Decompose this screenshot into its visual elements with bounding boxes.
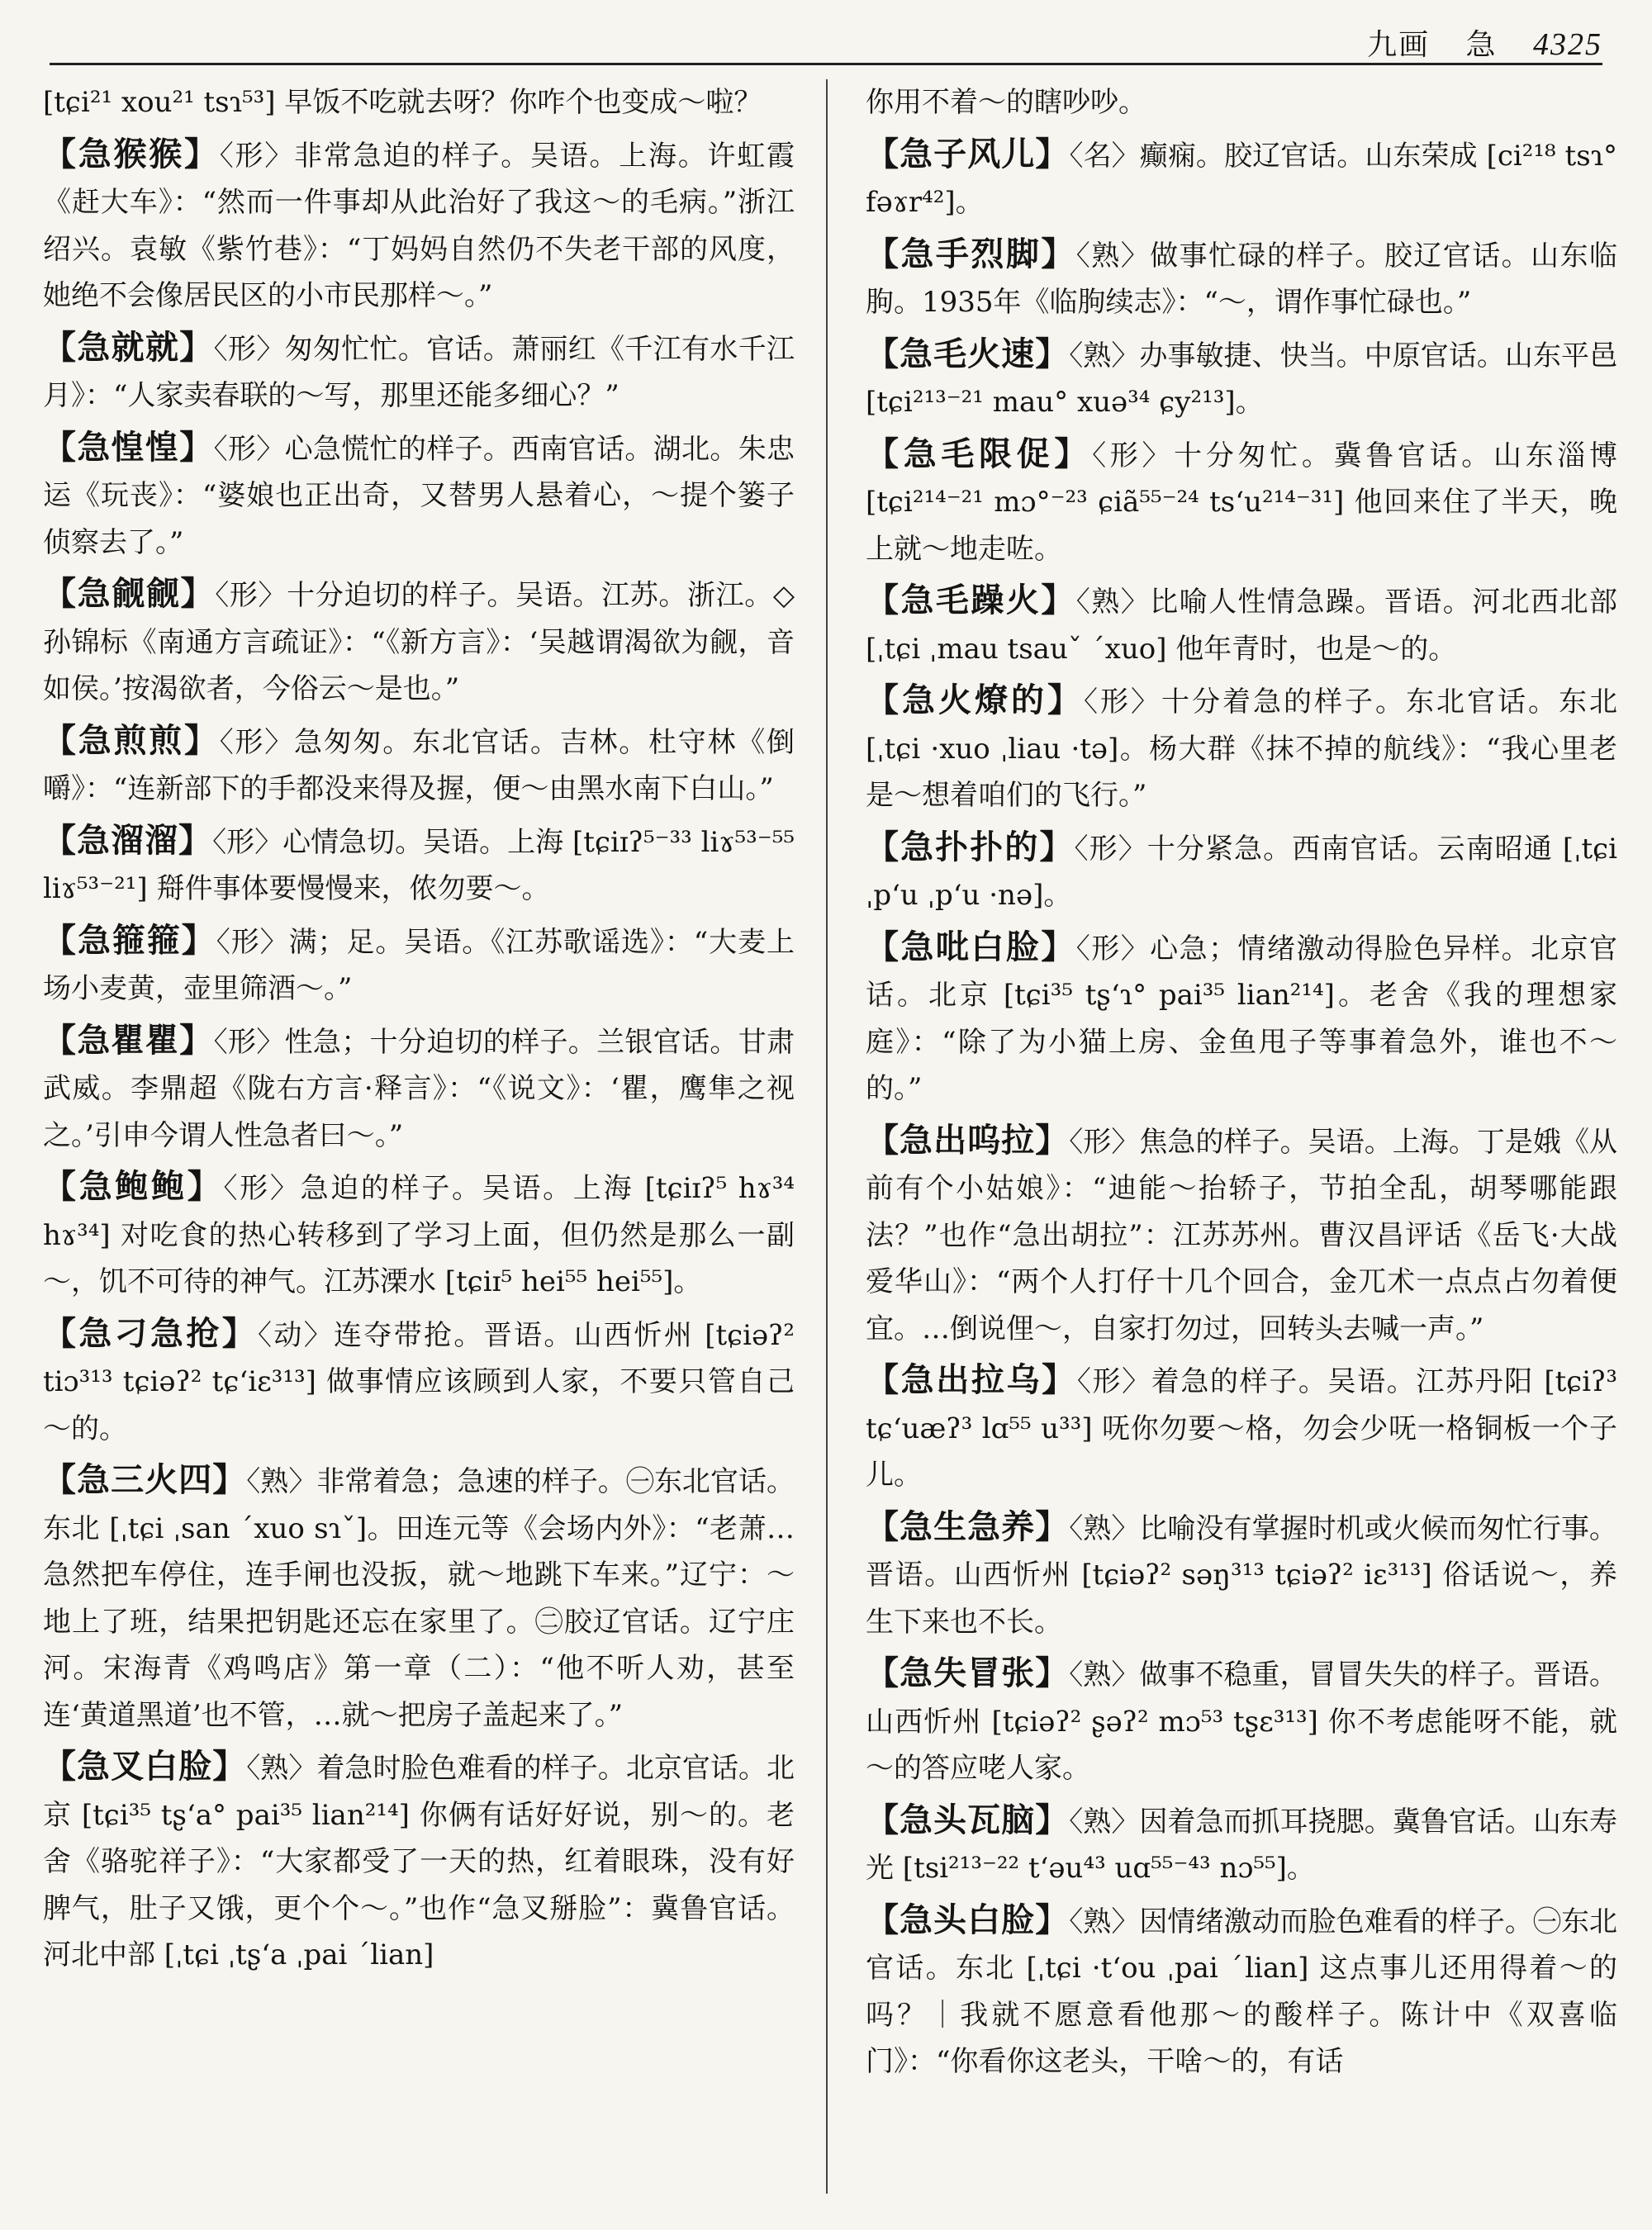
entry-definition: 非常着急；急速的样子。㊀东北官话。东北 [ˌtɕi ˌsan ˊxuo sɿˇ]。田连元等《会场内外》：“老萧…急然把车停住，连手闸也没扳，就～地跳下车来。”辽宁：～地上了班，结果把钥匙还忘在家里了。㊁胶辽官话。辽宁庄河。宋海青《鸡鸣店》第一章（二）：“他不听人劝，甚至连‘黄道黑道’也不管，…就～把房子盖起来了。” bbox=[43, 1465, 795, 1732]
entry-headword: 【急失冒张】 bbox=[866, 1654, 1070, 1692]
dictionary-entry bbox=[866, 1117, 1617, 1353]
entry-definition: 急匆匆。东北官话。吉林。杜守林《倒嚼》：“连新部下的手都没来得及握，便～由黑水南下白山。” bbox=[43, 725, 795, 805]
entry-headword: 【急鲍鲍】 bbox=[43, 1167, 224, 1206]
column-divider bbox=[826, 79, 828, 2194]
entry-definition: 十分着急的样子。东北官话。东北 [ˌtɕi ·xuo ˌliau ·tə]。杨大群《抹不掉的航线》：“我心里老是～想着咱们的飞行。” bbox=[866, 686, 1617, 812]
dictionary-entry bbox=[43, 1164, 795, 1306]
entry-headword: 【急觎觎】 bbox=[43, 574, 216, 613]
headword-text: 急毛限促 bbox=[903, 434, 1055, 473]
dictionary-entry bbox=[866, 231, 1617, 326]
continuation-text: [tɕi²¹ xou²¹ tsɿ⁵³] 早饭不吃就去呀？你咋个也变成～啦？ bbox=[43, 86, 762, 119]
dictionary-entry bbox=[866, 331, 1617, 426]
part-of-speech: 〈熟〉 bbox=[1075, 239, 1151, 273]
part-of-speech: 〈熟〉 bbox=[1069, 1658, 1140, 1691]
entry-headword: 【急出呜拉】 bbox=[866, 1120, 1070, 1160]
part-of-speech: 〈形〉 bbox=[1075, 932, 1151, 966]
headword-text: 急鲍鲍 bbox=[78, 1167, 188, 1206]
part-of-speech: 〈形〉 bbox=[215, 579, 287, 612]
part-of-speech: 〈形〉 bbox=[1092, 439, 1175, 472]
entry-definition: 非常急迫的样子。吴语。上海。许虹霞《赶大车》：“然而一件事却从此治好了我这～的毛病。”浙江绍兴。袁敏《紫竹巷》：“丁妈妈自然仍不失老干部的风度，她绝不会像居民区的小市民那样～。” bbox=[43, 139, 795, 312]
entry-definition: 因情绪激动而脸色难看的样子。㊀东北官话。东北 [ˌtɕi ·tʻou ˌpai ˊlian] 这点事儿还用得着～的吗？｜我就不愿意看他那～的酸样子。陈计中《双喜临门》：“你看你这老头，干啥～的，有话 bbox=[866, 1905, 1618, 2078]
entry-definition: 着急的样子。吴语。江苏丹阳 [tɕiʔ³ tɕʻuæʔ³ lɑ⁵⁵ u³³] 呒你勿要～格，勿会少呒一格铜板一个子儿。 bbox=[866, 1365, 1618, 1492]
part-of-speech: 〈形〉 bbox=[219, 139, 294, 173]
headword-text: 急头瓦脑 bbox=[900, 1800, 1036, 1839]
entry-headword: 【急头白脸】 bbox=[866, 1900, 1070, 1939]
entry-headword: 【急煎煎】 bbox=[43, 720, 220, 760]
part-of-speech: 〈名〉 bbox=[1069, 139, 1140, 173]
entry-headword: 【急三火四】 bbox=[43, 1460, 247, 1499]
part-of-speech: 〈形〉 bbox=[216, 925, 289, 959]
dictionary-entry bbox=[866, 431, 1617, 573]
entry-definition: 心情急切。吴语。上海 [tɕiɪʔ⁵⁻³³ liɤ⁵³⁻⁵⁵ liɤ⁵³⁻²¹] 搿件事体要慢慢来，侬勿要～。 bbox=[43, 825, 795, 905]
dictionary-entry bbox=[866, 677, 1617, 819]
entry-definition: 急迫的样子。吴语。上海 [tɕiɪʔ⁵ hɤ³⁴ hɤ³⁴] 对吃食的热心转移到了学习上面，但仍然是那么一副～，饥不可待的神气。江苏溧水 [tɕiɪ⁵ hei⁵⁵ hei⁵⁵]。 bbox=[43, 1172, 795, 1298]
entry-headword: 【急毛限促】 bbox=[866, 434, 1093, 473]
entry-headword: 【急毛躁火】 bbox=[866, 581, 1076, 619]
part-of-speech: 〈熟〉 bbox=[1069, 1511, 1140, 1545]
headword-text: 急觎觎 bbox=[77, 574, 181, 613]
dictionary-entry bbox=[866, 1357, 1617, 1499]
continuation-text: 你用不着～的瞎吵吵。 bbox=[866, 86, 1146, 119]
part-of-speech: 〈熟〉 bbox=[246, 1752, 317, 1785]
part-of-speech: 〈熟〉 bbox=[246, 1465, 317, 1498]
dictionary-entry bbox=[43, 425, 795, 567]
entry-definition: 办事敏捷、快当。中原官话。山东平邑 [tɕi²¹³⁻²¹ mau° xuə³⁴ ɕy²¹³]。 bbox=[866, 339, 1618, 419]
entry-headword: 【急头瓦脑】 bbox=[866, 1800, 1070, 1839]
part-of-speech: 〈形〉 bbox=[1074, 832, 1147, 866]
entry-definition: 匆匆忙忙。官话。萧丽红《千江有水千江月》：“人家卖春联的～写，那里还能多细心？” bbox=[43, 332, 795, 412]
part-of-speech: 〈形〉 bbox=[1069, 1125, 1140, 1159]
dictionary-entry bbox=[866, 1797, 1617, 1892]
dictionary-entry bbox=[866, 1504, 1617, 1646]
entry-headword: 【急吡白脸】 bbox=[866, 927, 1076, 966]
entry-definition: 心急慌忙的样子。西南官话。湖北。朱忠运《玩丧》：“婆娘也正出奇，又替男人悬着心，～提个篓子侦察去了。” bbox=[43, 432, 795, 559]
headword-text: 急煎煎 bbox=[78, 720, 184, 760]
entry-headword: 【急生急养】 bbox=[866, 1506, 1070, 1546]
dictionary-entry bbox=[43, 1311, 795, 1453]
dictionary-entry bbox=[43, 1744, 795, 1979]
part-of-speech: 〈熟〉 bbox=[1075, 586, 1151, 619]
entry-headword: 【急刁急抢】 bbox=[43, 1313, 259, 1353]
part-of-speech: 〈形〉 bbox=[213, 432, 285, 466]
entry-definition: 连夺带抢。晋语。山西忻州 [tɕiəʔ² tiɔ³¹³ tɕiəʔ² tɕʻiɛ³¹³] 做事情应该顾到人家，不要只管自己～的。 bbox=[43, 1318, 795, 1445]
part-of-speech: 〈熟〉 bbox=[1069, 339, 1140, 372]
part-of-speech: 〈形〉 bbox=[212, 825, 283, 859]
entry-definition: 十分匆忙。冀鲁官话。山东淄博 [tɕi²¹⁴⁻²¹ mɔ°⁻²³ ɕiã⁵⁵⁻²⁴ tsʻu²¹⁴⁻³¹] 他回来住了半天，晚上就～地走咗。 bbox=[866, 439, 1618, 566]
part-of-speech: 〈形〉 bbox=[1076, 1365, 1151, 1398]
entry-headword: 【急火燎的】 bbox=[866, 681, 1084, 719]
headword-text: 急就就 bbox=[77, 327, 180, 367]
part-of-speech: 〈形〉 bbox=[213, 332, 285, 366]
dictionary-entry bbox=[866, 131, 1617, 226]
part-of-speech: 〈熟〉 bbox=[1069, 1905, 1140, 1938]
section-label: 九画 bbox=[1367, 28, 1431, 62]
headword-text: 急毛火速 bbox=[900, 334, 1036, 373]
dictionary-entry bbox=[866, 1650, 1617, 1792]
headword-text: 急生急养 bbox=[900, 1506, 1036, 1546]
headword-text: 急毛躁火 bbox=[900, 581, 1042, 619]
entry-headword: 【急扑扑的】 bbox=[866, 827, 1075, 866]
headword-text: 急失冒张 bbox=[900, 1654, 1036, 1692]
headword-text: 急三火四 bbox=[77, 1460, 213, 1499]
headword-text: 急火燎的 bbox=[902, 681, 1047, 719]
entry-definition: 做事不稳重，冒冒失失的样子。晋语。山西忻州 [tɕiəʔ² ʂəʔ² mɔ⁵³ tʂɛ³¹³] 你不考虑能呀不能，就～的答应咾人家。 bbox=[866, 1658, 1618, 1785]
headword-text: 急出呜拉 bbox=[900, 1120, 1036, 1160]
part-of-speech: 〈熟〉 bbox=[1069, 1805, 1140, 1839]
dictionary-entry bbox=[43, 571, 795, 713]
entry-headword: 【急就就】 bbox=[43, 327, 214, 367]
page-number: 4325 bbox=[1533, 27, 1602, 62]
entry-definition: 满；足。吴语。《江苏歌谣选》：“大麦上场小麦黄，壶里筛酒～。” bbox=[43, 925, 795, 1005]
headword-text: 急头白脸 bbox=[900, 1900, 1036, 1939]
entry-definition: 心急；情绪激动得脸色异样。北京官话。北京 [tɕi³⁵ tʂʻɿ° pai³⁵ lian²¹⁴]。老舍《我的理想家庭》：“除了为小猫上房、金鱼甩子等事着急外，谁也不～的。” bbox=[866, 932, 1618, 1105]
headword-text: 急瞿瞿 bbox=[77, 1020, 180, 1060]
dictionary-entry bbox=[43, 1018, 795, 1160]
dictionary-entry bbox=[43, 818, 795, 913]
entry-headword: 【急子风儿】 bbox=[866, 134, 1070, 173]
headword-text: 急刁急抢 bbox=[78, 1313, 222, 1353]
dictionary-entry bbox=[866, 1897, 1617, 2085]
entry-definition: 因着急而抓耳挠腮。冀鲁官话。山东寿光 [tsi²¹³⁻²² tʻəu⁴³ uɑ⁵⁵⁻⁴³ nɔ⁵⁵]。 bbox=[866, 1805, 1618, 1885]
headword-text: 急子风儿 bbox=[900, 134, 1036, 173]
entry-headword: 【急猴猴】 bbox=[43, 134, 220, 173]
part-of-speech: 〈形〉 bbox=[213, 1025, 285, 1059]
entry-headword: 【急出拉乌】 bbox=[866, 1360, 1077, 1399]
dictionary-entry bbox=[866, 577, 1617, 672]
part-of-speech: 〈形〉 bbox=[223, 1172, 301, 1205]
headword-text: 急猴猴 bbox=[78, 134, 184, 173]
entry-headword: 【急箍箍】 bbox=[43, 920, 216, 960]
entry-definition: 比喻人性情急躁。晋语。河北西北部 [ˌtɕi ˌmau tsauˇ ˊxuo] 他年青时，也是～的。 bbox=[866, 586, 1618, 666]
entry-definition: 着急时脸色难看的样子。北京官话。北京 [tɕi³⁵ tʂʻa° pai³⁵ lian²¹⁴] 你俩有话好好说，别～的。老舍《骆驼祥子》：“大家都受了一天的热，红着眼珠，没有好脾气，肚子又饿，更个个～。”也作“急叉掰脸”：冀鲁官话。河北中部 [ˌtɕi ˌtʂʻa ˌpai ˊlian] bbox=[43, 1752, 795, 1971]
headword-text: 急吡白脸 bbox=[900, 927, 1042, 966]
entry-headword: 【急手烈脚】 bbox=[866, 234, 1076, 273]
entry-definition: 做事忙碌的样子。胶辽官话。山东临朐。1935年《临朐续志》：“～，谓作事忙碌也。” bbox=[866, 239, 1618, 319]
entry-definition: 性急；十分迫切的样子。兰银官话。甘肃武威。李鼎超《陇右方言·释言》：“《说文》：‘瞿，鹰隼之视之。’引申今谓人性急者曰～。” bbox=[43, 1025, 795, 1152]
part-of-speech: 〈形〉 bbox=[219, 725, 294, 759]
right-column bbox=[866, 79, 1617, 2090]
entry-headword: 【急毛火速】 bbox=[866, 334, 1070, 373]
headword-text: 急扑扑的 bbox=[900, 827, 1040, 866]
entry-headword: 【急叉白脸】 bbox=[43, 1747, 247, 1786]
headword-text: 急惶惶 bbox=[77, 427, 180, 467]
dictionary-entry bbox=[43, 718, 795, 813]
entry-headword: 【急惶惶】 bbox=[43, 427, 214, 467]
header-char: 急 bbox=[1465, 28, 1498, 62]
headword-text: 急叉白脸 bbox=[77, 1747, 213, 1786]
entry-headword: 【急溜溜】 bbox=[43, 820, 213, 860]
dictionary-entry bbox=[43, 325, 795, 420]
dictionary-entry bbox=[866, 824, 1617, 919]
part-of-speech: 〈动〉 bbox=[258, 1318, 335, 1352]
page-header bbox=[50, 12, 1602, 65]
running-head bbox=[1342, 21, 1602, 64]
headword-text: 急箍箍 bbox=[77, 920, 182, 960]
entry-definition: 十分紧急。西南官话。云南昭通 [ˌtɕi ˌpʻu ˌpʻu ·nə]。 bbox=[866, 832, 1618, 912]
entry-definition: 癫痫。胶辽官话。山东荣成 [ci²¹⁸ tsɿ° fəɤr⁴²]。 bbox=[866, 139, 1618, 219]
dictionary-entry bbox=[43, 918, 795, 1013]
part-of-speech: 〈形〉 bbox=[1084, 686, 1161, 719]
headword-text: 急出拉乌 bbox=[900, 1360, 1042, 1399]
headword-text: 急手烈脚 bbox=[900, 234, 1042, 273]
dictionary-entry bbox=[866, 924, 1617, 1113]
dictionary-entry bbox=[43, 1457, 795, 1739]
entry-definition: 十分迫切的样子。吴语。江苏。浙江。◇孙锦标《南通方言疏证》：“《新方言》：‘吴越谓渴欲为觎，音如侯。’按渴欲者，今俗云～是也。” bbox=[43, 579, 795, 705]
entry-headword: 【急瞿瞿】 bbox=[43, 1020, 214, 1060]
entry-definition: 焦急的样子。吴语。上海。丁是娥《从前有个小姑娘》：“迪能～抬轿子，节拍全乱，胡琴哪能跟法？”也作“急出胡拉”：江苏苏州。曹汉昌评话《岳飞·大战爱华山》：“两个人打仔十几个回合，金兀术一点点占勿着便宜。…倒说俚～，自家打勿过，回转头去喊一声。” bbox=[866, 1125, 1618, 1345]
left-column bbox=[43, 79, 795, 1984]
headword-text: 急溜溜 bbox=[77, 820, 179, 860]
entry-definition: 比喻没有掌握时机或火候而匆忙行事。晋语。山西忻州 [tɕiəʔ² səŋ³¹³ tɕiəʔ² iɛ³¹³] 俗话说～，养生下来也不长。 bbox=[866, 1511, 1618, 1639]
dictionary-entry bbox=[43, 131, 795, 320]
